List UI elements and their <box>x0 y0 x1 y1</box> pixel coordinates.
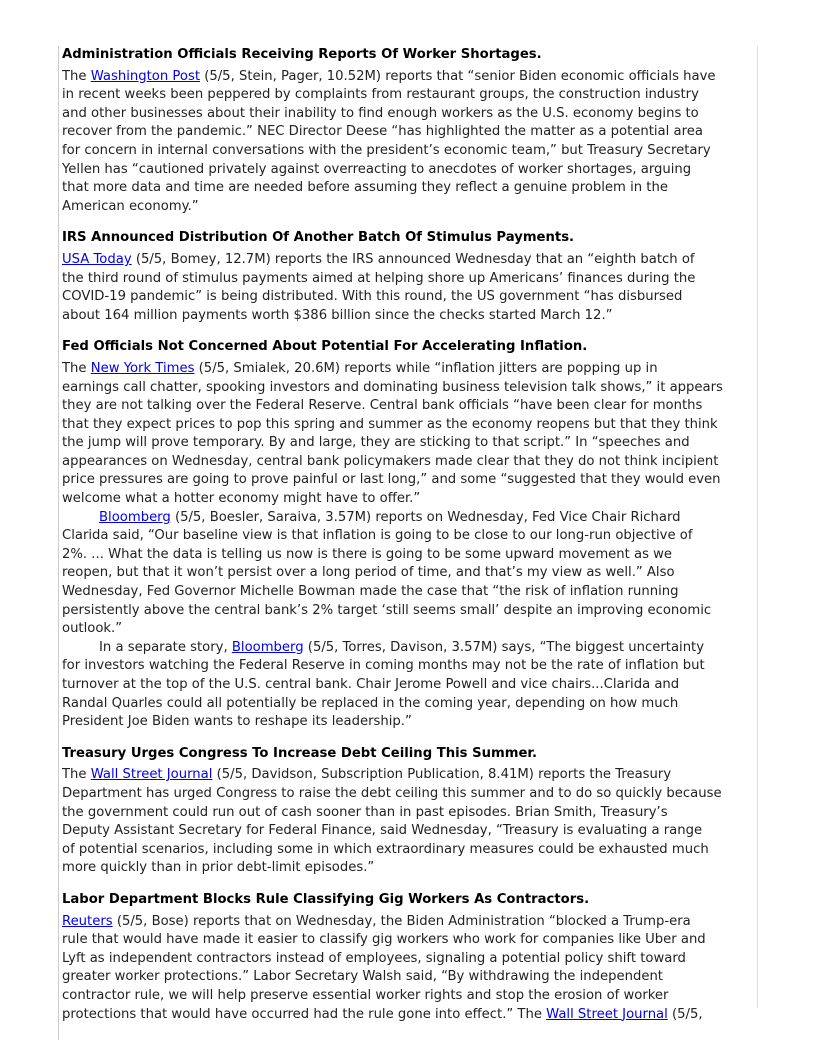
article-paragraph <box>62 68 802 217</box>
text-line <box>62 251 802 270</box>
text-line <box>62 179 802 198</box>
text-segment: Lyft as independent contractors instead of employees, signaling a potential policy shift toward <box>62 950 686 966</box>
source-link[interactable]: Wall Street Journal <box>90 767 213 783</box>
article-paragraph <box>62 639 802 732</box>
text-segment: in recent weeks been peppered by complaints from restaurant groups, the construction industry <box>62 87 699 103</box>
source-link[interactable]: New York Times <box>90 360 195 376</box>
text-segment: 2%. ... What the data is telling us now is there is going to be some upward movement as we <box>62 546 673 562</box>
article-headline: IRS Announced Distribution Of Another Batch Of Stimulus Payments. <box>62 230 575 246</box>
article-paragraph <box>62 509 802 639</box>
text-line <box>62 841 802 860</box>
text-segment: protections that would have occurred had the rule gone into effect.” The <box>62 1006 547 1022</box>
text-line <box>62 676 802 695</box>
text-line <box>62 822 802 841</box>
text-line <box>62 804 802 823</box>
text-segment: recover from the pandemic.” NEC Director Deese “has highlighted the matter as a potential area <box>62 124 703 140</box>
text-line <box>62 564 802 583</box>
article-headline: Treasury Urges Congress To Increase Debt Ceiling This Summer. <box>62 745 538 761</box>
text-segment: Department has urged Congress to raise the debt ceiling this summer and to do so quickly because <box>62 785 722 801</box>
text-segment: and other businesses about their inability to find enough workers as the U.S. economy begins to <box>62 105 699 121</box>
text-segment: (5/5, Bomey, 12.7M) reports the IRS announced Wednesday that an “eighth batch of <box>131 251 695 267</box>
source-link[interactable]: USA Today <box>62 251 132 267</box>
text-segment: more quickly than in prior debt-limit episodes.” <box>62 860 375 876</box>
text-segment: for concern in internal conversations with the president’s economic team,” but Treasury Secretary <box>62 142 711 158</box>
text-line <box>62 360 802 379</box>
text-line <box>62 453 802 472</box>
text-line <box>62 766 802 785</box>
text-segment: President Joe Biden wants to reshape its leadership.” <box>62 714 412 730</box>
text-segment: reopen, but that it won’t persist over a long period of time, and that’s my view as well.” Also <box>62 565 675 581</box>
article-paragraph <box>62 913 802 1025</box>
source-link[interactable]: Bloomberg <box>99 509 171 525</box>
text-line <box>62 695 802 714</box>
text-segment: earnings call chatter, spooking investors and dominating business television talk shows,” it appears <box>62 379 723 395</box>
text-segment: The <box>62 360 91 376</box>
text-line <box>62 161 802 180</box>
text-segment: (5/5, <box>667 1006 703 1022</box>
text-segment: Deputy Assistant Secretary for Federal Finance, said Wednesday, “Treasury is evaluating a range <box>62 823 703 839</box>
source-link[interactable]: Washington Post <box>90 68 201 84</box>
text-line <box>62 639 802 658</box>
text-segment: they are not talking over the Federal Reserve. Central bank officials “have been clear for months <box>62 398 703 414</box>
text-segment: the third round of stimulus payments aimed at helping shore up Americans’ finances during the <box>62 270 696 286</box>
text-line <box>62 583 802 602</box>
source-link[interactable]: Reuters <box>62 913 113 929</box>
text-segment: The <box>62 68 91 84</box>
article-headline: Fed Officials Not Concerned About Potential For Accelerating Inflation. <box>62 339 588 355</box>
text-line <box>62 270 802 289</box>
article-headline: Administration Officials Receiving Reports Of Worker Shortages. <box>62 47 542 62</box>
text-segment: the jump will prove temporary. By and large, they are sticking to that script.” In “speeches and <box>62 435 690 451</box>
text-segment: greater worker protections.” Labor Secretary Walsh said, “By withdrawing the independent <box>62 969 663 985</box>
source-link[interactable]: Bloomberg <box>231 639 304 655</box>
source-link[interactable]: Wall Street Journal <box>546 1006 668 1022</box>
text-segment: appearances on Wednesday, central bank policymakers made clear that they do not think incipient <box>62 453 719 469</box>
text-line <box>62 602 802 621</box>
text-line <box>62 198 802 217</box>
text-line <box>62 968 802 987</box>
text-segment: Wednesday, Fed Governor Michelle Bowman made the case that “the risk of inflation running <box>62 584 679 600</box>
text-line <box>62 913 802 932</box>
text-segment: about 164 million payments worth $386 billion since the checks started March 12.” <box>62 307 613 323</box>
text-line <box>62 397 802 416</box>
text-segment: Randal Quarles could all potentially be replaced in the coming year, depending on how much <box>62 695 679 711</box>
text-segment: that they expect prices to pop this spring and summer as the economy reopens but that they think <box>62 416 718 432</box>
text-line <box>62 86 802 105</box>
text-segment: (5/5, Smialek, 20.6M) reports while “inflation jitters are popping up in <box>194 360 658 376</box>
text-line <box>62 142 802 161</box>
text-segment: COVID-19 pandemic” is being distributed. With this round, the US government “has disbursed <box>62 289 683 305</box>
text-segment: The <box>62 767 91 783</box>
text-line <box>62 713 802 732</box>
text-segment: rule that would have made it easier to classify gig workers who work for companies like Uber and <box>62 932 706 948</box>
text-line <box>62 471 802 490</box>
text-segment: Clarida said, “Our baseline view is that inflation is going to be close to our long-run objective of <box>62 528 693 544</box>
text-segment: persistently above the central bank’s 2% target ‘still seems small’ despite an improving economic <box>62 602 712 618</box>
article-headline: Labor Department Blocks Rule Classifying Gig Workers As Contractors. <box>62 891 590 907</box>
text-segment: for investors watching the Federal Reserve in coming months may not be the rate of inflation but <box>62 658 705 674</box>
text-segment: (5/5, Boesler, Saraiva, 3.57M) reports on Wednesday, Fed Vice Chair Richard <box>170 509 681 525</box>
text-segment: (5/5, Bose) reports that on Wednesday, the Biden Administration “blocked a Trump-era <box>112 913 691 929</box>
text-line <box>62 68 802 87</box>
left-margin-rule <box>58 46 59 1040</box>
text-line <box>62 434 802 453</box>
text-segment: turnover at the top of the U.S. central bank. Chair Jerome Powell and vice chairs...Clarida and <box>62 677 680 692</box>
text-line <box>62 785 802 804</box>
text-segment: American economy.” <box>62 198 199 214</box>
text-segment: (5/5, Torres, Davison, 3.57M) says, “The biggest uncertainty <box>303 639 705 655</box>
text-segment: (5/5, Davidson, Subscription Publication, 8.41M) reports the Treasury <box>212 767 672 783</box>
article-paragraph <box>62 360 802 509</box>
text-line <box>62 490 802 509</box>
text-line <box>62 546 802 565</box>
text-line <box>62 307 802 326</box>
text-segment: of potential scenarios, including some in which extraordinary measures could be exhausted much <box>62 841 709 857</box>
text-segment: (5/5, Stein, Pager, 10.52M) reports that “senior Biden economic officials have <box>200 68 716 84</box>
text-line <box>62 931 802 950</box>
text-line <box>62 288 802 307</box>
text-line <box>62 123 802 142</box>
text-line <box>62 1006 802 1025</box>
text-segment: outlook.” <box>62 621 123 637</box>
text-line <box>62 859 802 878</box>
text-line <box>62 416 802 435</box>
text-line <box>62 105 802 124</box>
text-segment: welcome what a hotter economy might have to offer.” <box>62 491 421 507</box>
text-segment: price pressures are going to prove painful or last long,” and some “suggested that they would even <box>62 472 721 488</box>
text-segment: In a separate story, <box>99 639 232 655</box>
text-line <box>62 950 802 969</box>
text-segment: that more data and time are needed before assuming they reflect a genuine problem in the <box>62 180 668 196</box>
text-segment: contractor rule, we will help preserve essential worker rights and stop the erosion of worker <box>62 987 669 1003</box>
text-line <box>62 987 802 1006</box>
article-paragraph <box>62 766 802 878</box>
text-line <box>62 509 802 528</box>
text-line <box>62 657 802 676</box>
text-line <box>62 620 802 639</box>
article-paragraph <box>62 251 802 325</box>
text-segment: the government could run out of cash sooner than in past episodes. Brian Smith, Treasury’s <box>62 804 668 820</box>
text-line <box>62 379 802 398</box>
text-line <box>62 527 802 546</box>
news-briefing-body <box>62 46 802 1024</box>
text-segment: Yellen has “cautioned privately against overreacting to anecdotes of worker shortages, arguing <box>62 161 692 177</box>
